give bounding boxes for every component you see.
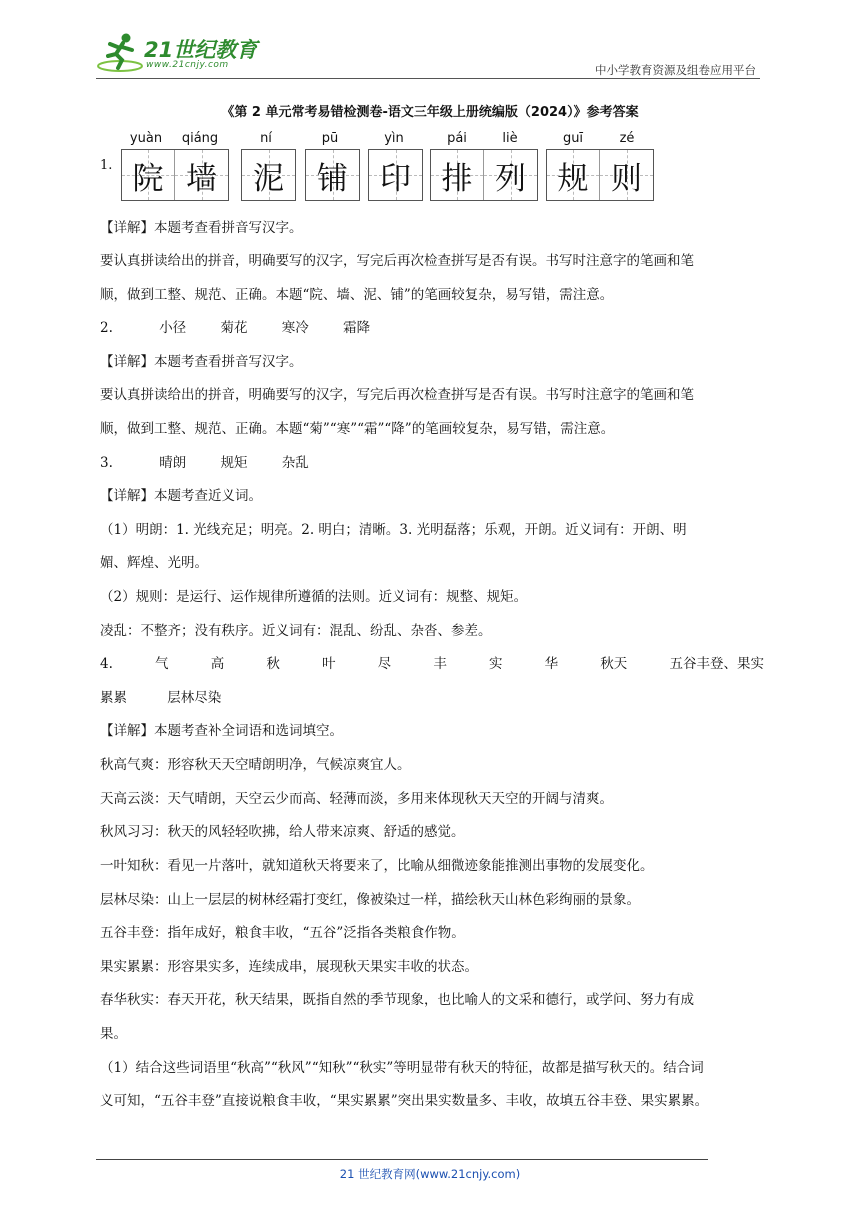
question-4-number: 4. bbox=[100, 656, 113, 672]
platform-name: 中小学教育资源及组卷应用平台 bbox=[595, 63, 756, 77]
answer: 秋天 bbox=[600, 656, 628, 672]
pinyin-3: ní bbox=[260, 131, 272, 146]
question-2-number: 2. bbox=[100, 320, 113, 336]
pinyin-6: pái bbox=[447, 131, 467, 146]
pinyin-8: guī bbox=[562, 131, 584, 146]
char-cell: 则 bbox=[600, 150, 653, 200]
answer: 高 bbox=[210, 656, 225, 672]
char-cell: 排 bbox=[431, 150, 484, 200]
explanation-line: 层林尽染：山上一层层的树林经霜打变红，像被染过一样，描绘秋天山林色彩绚丽的景象。 bbox=[100, 892, 640, 908]
explanation-line: 一叶知秋：看见一片落叶，就知道秋天将要来了，比喻从细微迹象能推测出事物的发展变化。 bbox=[100, 858, 654, 874]
explanation-line: （1）结合这些词语里“秋高”“秋风”“知秋”“秋实”等明显带有秋天的特征，故都是描写秋天的。结合词 bbox=[100, 1060, 704, 1076]
answer: 实 bbox=[488, 656, 503, 672]
explanation-line: 要认真拼读给出的拼音，明确要写的汉字，写完后再次检查拼写是否有误。书写时注意字的笔画和笔 bbox=[100, 387, 694, 403]
char-cell: 院 bbox=[122, 150, 175, 200]
pinyin-5: yìn bbox=[384, 131, 404, 146]
explanation-line: 【详解】本题考查补全词语和选词填空。 bbox=[100, 723, 343, 739]
question-3-number: 3. bbox=[100, 455, 113, 471]
char-cell: 铺 bbox=[306, 150, 359, 200]
explanation-line: 秋高气爽：形容秋天天空晴朗明净，气候凉爽宜人。 bbox=[100, 757, 411, 773]
explanation-line: 春华秋实：春天开花，秋天结果，既指自然的季节现象，也比喻人的文采和德行，或学问、努力有成 bbox=[100, 992, 694, 1008]
logo-url: www.21cnjy.com bbox=[146, 60, 229, 70]
explanation-line: （2）规则：是运行、运作规律所遵循的法则。近义词有：规整、规矩。 bbox=[100, 589, 528, 605]
explanation-line: 义可知，“五谷丰登”直接说粮食丰收，“果实累累”突出果实数量多、丰收，故填五谷丰登、果实累累。 bbox=[100, 1093, 709, 1109]
answer: 规矩 bbox=[220, 455, 248, 471]
pinyin-2: qiáng bbox=[181, 131, 219, 146]
answer: 秋 bbox=[266, 656, 280, 672]
page-header bbox=[96, 30, 760, 78]
pinyin-1: yuàn bbox=[129, 131, 163, 146]
char-cell: 列 bbox=[484, 150, 537, 200]
explanation-line: 【详解】本题考查近义词。 bbox=[100, 488, 262, 504]
question-2-answers bbox=[100, 318, 764, 338]
answer: 霜降 bbox=[343, 320, 371, 336]
question-4-answers bbox=[100, 654, 764, 674]
explanation-line: 五谷丰登：指年成好，粮食丰收，“五谷”泛指各类粮食作物。 bbox=[100, 925, 465, 941]
answer: 寒冷 bbox=[281, 320, 309, 336]
char-cell: 规 bbox=[547, 150, 600, 200]
char-box-6 bbox=[546, 149, 654, 201]
explanation-line: 顺，做到工整、规范、正确。本题“菊”“寒”“霜”“降”的笔画较复杂，易写错，需注意。 bbox=[100, 421, 615, 437]
char-cell: 泥 bbox=[242, 150, 295, 200]
answer: 华 bbox=[544, 656, 559, 672]
question-3-answers bbox=[100, 453, 764, 473]
answer: 气 bbox=[155, 656, 169, 672]
explanation-line: （1）明朗：1. 光线充足；明亮。2. 明白；清晰。3. 光明磊落；乐观，开朗。近义词有：开朗、明 bbox=[100, 522, 687, 538]
explanation-line: 凌乱：不整齐；没有秩序。近义词有：混乱、纷乱、杂沓、参差。 bbox=[100, 623, 492, 639]
explanation-line: 果。 bbox=[100, 1026, 127, 1042]
answer: 小径 bbox=[159, 320, 187, 336]
question-1-number: 1. bbox=[100, 158, 113, 173]
pinyin-7: liè bbox=[502, 131, 518, 146]
char-box-3 bbox=[305, 149, 360, 201]
pinyin-4: pū bbox=[321, 131, 339, 146]
explanation-line: 天高云淡：天气晴朗，天空云少而高、轻薄而淡，多用来体现秋天天空的开阔与清爽。 bbox=[100, 791, 613, 807]
answer: 杂乱 bbox=[281, 455, 309, 471]
pinyin-9: zé bbox=[619, 131, 635, 146]
answer: 层林尽染 bbox=[167, 690, 222, 706]
answer: 尽 bbox=[377, 656, 392, 672]
explanation-line: 【详解】本题考查看拼音写汉字。 bbox=[100, 354, 303, 370]
runner-logo-icon bbox=[96, 30, 144, 74]
answer: 晴朗 bbox=[159, 455, 187, 471]
char-box-5 bbox=[430, 149, 538, 201]
explanation-line: 顺，做到工整、规范、正确。本题“院、墙、泥、铺”的笔画较复杂，易写错，需注意。 bbox=[100, 287, 614, 303]
char-box-2 bbox=[241, 149, 296, 201]
footer-text[interactable]: 21 世纪教育网(www.21cnjy.com) bbox=[339, 1167, 521, 1181]
logo-text: 21世纪教育 bbox=[144, 38, 258, 62]
footer-divider bbox=[96, 1159, 708, 1160]
char-box-1 bbox=[121, 149, 229, 201]
answer: 五谷丰登、果实 bbox=[669, 656, 764, 672]
logo bbox=[96, 30, 266, 76]
char-cell: 印 bbox=[369, 150, 422, 200]
question-4-answers-cont bbox=[100, 688, 764, 708]
explanation-line: 要认真拼读给出的拼音，明确要写的汉字，写完后再次检查拼写是否有误。书写时注意字的笔画和笔 bbox=[100, 253, 694, 269]
answer: 累累 bbox=[100, 690, 127, 706]
explanation-line: 媚、辉煌、光明。 bbox=[100, 555, 208, 571]
answer: 叶 bbox=[322, 656, 336, 672]
answer: 丰 bbox=[433, 656, 447, 672]
document-title: 《第 2 单元常考易错检测卷-语文三年级上册统编版（2024）》参考答案 bbox=[221, 105, 639, 120]
char-box-4 bbox=[368, 149, 423, 201]
answer: 菊花 bbox=[220, 320, 248, 336]
explanation-line: 果实累累：形容果实多，连续成串，展现秋天果实丰收的状态。 bbox=[100, 959, 478, 975]
header-divider bbox=[96, 78, 760, 79]
explanation-line: 【详解】本题考查看拼音写汉字。 bbox=[100, 220, 303, 236]
explanation-line: 秋风习习：秋天的风轻轻吹拂，给人带来凉爽、舒适的感觉。 bbox=[100, 824, 465, 840]
char-cell: 墙 bbox=[175, 150, 228, 200]
